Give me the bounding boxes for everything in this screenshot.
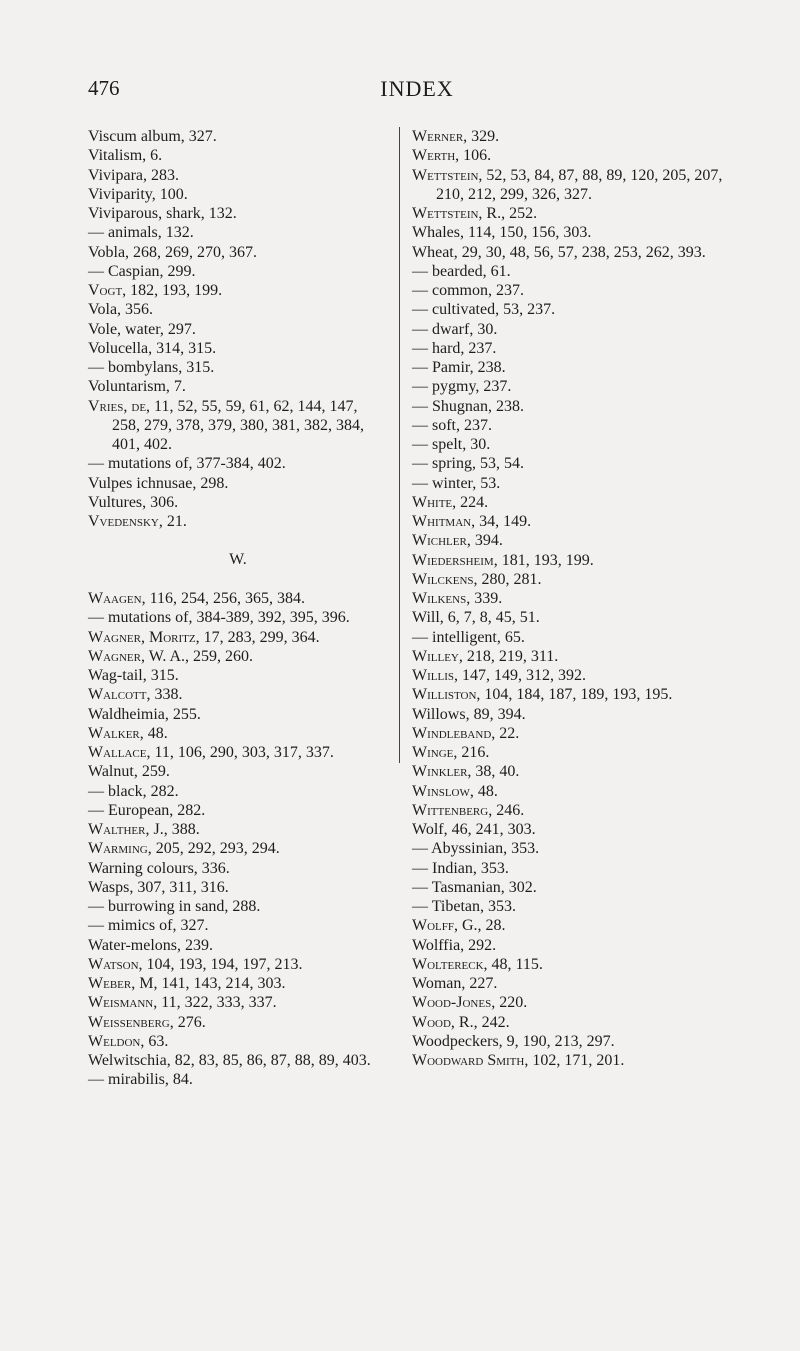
index-entry: Watson, 104, 193, 194, 197, 213. — [88, 955, 303, 973]
index-entry: Weismann, 11, 322, 333, 337. — [88, 994, 277, 1012]
index-entry: — Pamir, 238. — [412, 359, 506, 376]
index-entry: Walker, 48. — [88, 724, 168, 742]
index-entry: Wettstein, 52, 53, 84, 87, 88, 89, 120, 205, 207, 210, 212, 299, 326, 327. — [412, 166, 723, 203]
section-letter-text: W. — [229, 551, 247, 569]
index-entry: Wilkens, 339. — [412, 590, 503, 607]
index-entry: Viviparity, 100. — [88, 185, 188, 203]
index-entry: Vultures, 306. — [88, 493, 179, 511]
index-entry: Viscum album, 327. — [88, 128, 217, 145]
index-entry: Wood, R., 242. — [412, 1013, 510, 1031]
index-entry: Winkler, 38, 40. — [412, 763, 520, 781]
index-entry: Winslow, 48. — [412, 782, 498, 800]
index-entry: Wettstein, R., 252. — [412, 205, 538, 222]
index-entry: Vvedensky, 21. — [88, 513, 187, 530]
index-entry: Warning colours, 336. — [88, 859, 230, 877]
index-entry: Vogt, 182, 193, 199. — [88, 282, 223, 299]
index-entry: Wiedersheim, 181, 193, 199. — [412, 551, 594, 569]
index-entry: — animals, 132. — [88, 224, 194, 242]
index-entry: — Indian, 353. — [412, 859, 509, 877]
index-entry: — Shugnan, 238. — [412, 397, 524, 415]
index-entry: Wilckens, 280, 281. — [412, 570, 542, 588]
index-entry: — winter, 53. — [412, 474, 501, 492]
index-entry: Woodpeckers, 9, 190, 213, 297. — [412, 1032, 615, 1050]
section-letter — [88, 531, 388, 589]
index-entry: — pygmy, 237. — [412, 378, 512, 396]
index-entry: Waagen, 116, 254, 256, 365, 384. — [88, 590, 306, 607]
index-entry: Vole, water, 297. — [88, 320, 196, 338]
index-entry: Wasps, 307, 311, 316. — [88, 878, 229, 896]
index-entry: Welwitschia, 82, 83, 85, 86, 87, 88, 89, 403. — [88, 1052, 371, 1069]
index-entry: Woltereck, 48, 115. — [412, 955, 543, 973]
index-entry: — spring, 53, 54. — [412, 455, 524, 473]
index-entry: Werth, 106. — [412, 147, 492, 165]
index-entry: — Tibetan, 353. — [412, 898, 517, 915]
index-entry: Wittenberg, 246. — [412, 801, 525, 819]
index-entry: Williston, 104, 184, 187, 189, 193, 195. — [412, 686, 673, 704]
index-entry: Warming, 205, 292, 293, 294. — [88, 840, 280, 858]
index-entry: — mutations of, 384-389, 392, 395, 396. — [88, 609, 350, 627]
index-entry: Walther, J., 388. — [88, 821, 200, 838]
index-entry: Vulpes ichnusae, 298. — [88, 474, 229, 492]
index-entry: — bombylans, 315. — [88, 359, 215, 376]
index-entry: Vobla, 268, 269, 270, 367. — [88, 243, 258, 261]
index-entry: — bearded, 61. — [412, 262, 511, 280]
index-entry: — intelligent, 65. — [412, 628, 525, 646]
index-entry: Wolff, G., 28. — [412, 917, 506, 935]
index-entry: — dwarf, 30. — [412, 320, 498, 338]
index-entry: — common, 237. — [412, 282, 524, 299]
index-column-left — [88, 127, 388, 1090]
index-entry: — burrowing in sand, 288. — [88, 898, 261, 915]
entries-v — [88, 127, 388, 531]
index-entry: — Tasmanian, 302. — [412, 878, 537, 896]
index-entry: Wagner, Moritz, 17, 283, 299, 364. — [88, 628, 320, 646]
index-entry: — soft, 237. — [412, 416, 492, 434]
index-entry: Werner, 329. — [412, 128, 500, 145]
index-entry: Wolf, 46, 241, 303. — [412, 821, 536, 838]
page-number: 476 — [88, 76, 120, 100]
index-column-right — [412, 127, 732, 1070]
index-entry: Windleband, 22. — [412, 724, 520, 742]
index-entry: — Abyssinian, 353. — [412, 840, 540, 858]
index-entry: — spelt, 30. — [412, 436, 491, 453]
index-entry: Weber, M, 141, 143, 214, 303. — [88, 975, 286, 992]
index-entry: Willows, 89, 394. — [412, 705, 526, 723]
column-divider — [399, 127, 400, 763]
index-entry: Waldheimia, 255. — [88, 705, 201, 723]
running-head: INDEX — [380, 76, 454, 101]
index-entry: Whitman, 34, 149. — [412, 513, 532, 530]
index-entry: — black, 282. — [88, 782, 179, 800]
index-entry: Winge, 216. — [412, 744, 490, 761]
index-entry: Wallace, 11, 106, 290, 303, 317, 337. — [88, 744, 334, 761]
index-entry: Water-melons, 239. — [88, 936, 214, 954]
index-entry: Weldon, 63. — [88, 1032, 169, 1050]
index-entry: — mutations of, 377-384, 402. — [88, 455, 286, 473]
index-entry: — mirabilis, 84. — [88, 1071, 193, 1089]
entries-w-right — [412, 127, 732, 1070]
index-entry: Vola, 356. — [88, 301, 154, 319]
index-entry: Vitalism, 6. — [88, 147, 163, 165]
index-entry: Vivipara, 283. — [88, 166, 180, 184]
index-entry: Wolffia, 292. — [412, 936, 497, 954]
index-entry: Willis, 147, 149, 312, 392. — [412, 667, 586, 684]
index-entry: White, 224. — [412, 493, 489, 511]
index-entry: Wichler, 394. — [412, 532, 503, 550]
index-entry: Wood-Jones, 220. — [412, 994, 528, 1012]
index-entry: Volucella, 314, 315. — [88, 339, 217, 357]
index-entry: Will, 6, 7, 8, 45, 51. — [412, 609, 540, 627]
index-entry: — hard, 237. — [412, 339, 497, 357]
index-entry: Wagner, W. A., 259, 260. — [88, 647, 254, 665]
index-entry: — cultivated, 53, 237. — [412, 301, 556, 319]
index-entry: Wheat, 29, 30, 48, 56, 57, 238, 253, 262, 393. — [412, 243, 706, 261]
index-entry: — European, 282. — [88, 801, 206, 819]
index-entry: Willey, 218, 219, 311. — [412, 647, 559, 665]
entries-w-left — [88, 589, 388, 1090]
index-entry: Viviparous, shark, 132. — [88, 205, 237, 222]
index-entry: Wag-tail, 315. — [88, 667, 179, 684]
index-entry: Woodward Smith, 102, 171, 201. — [412, 1052, 625, 1069]
index-entry: Vries, de, 11, 52, 55, 59, 61, 62, 144, 147, 258, 279, 378, 379, 380, 381, 382, 384, 401, 402. — [88, 397, 364, 453]
index-entry: — Caspian, 299. — [88, 262, 196, 280]
index-entry: Weissenberg, 276. — [88, 1013, 206, 1031]
page-header — [88, 76, 728, 106]
index-entry: Whales, 114, 150, 156, 303. — [412, 224, 592, 242]
index-entry: Voluntarism, 7. — [88, 378, 186, 396]
index-entry: Woman, 227. — [412, 975, 498, 992]
index-entry: Walcott, 338. — [88, 686, 183, 704]
index-entry: — mimics of, 327. — [88, 917, 209, 935]
index-entry: Walnut, 259. — [88, 763, 170, 781]
